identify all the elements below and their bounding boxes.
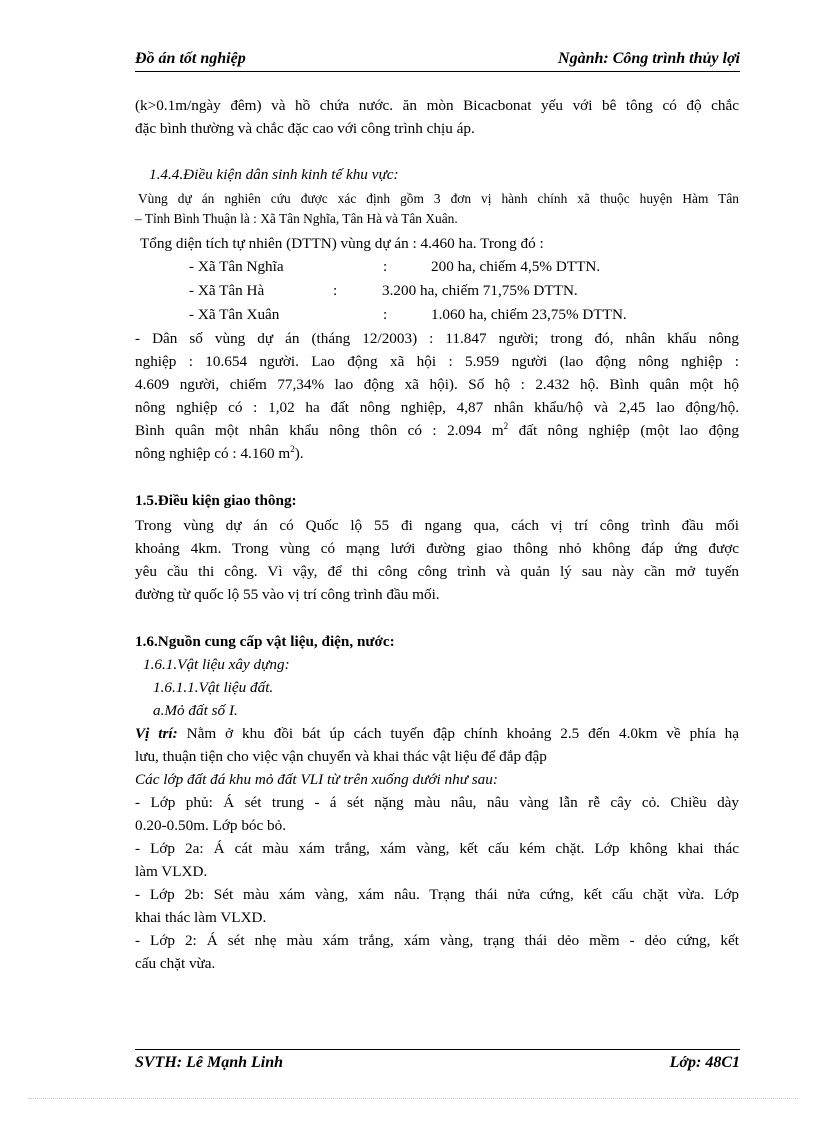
pop-sup: 2 bbox=[503, 420, 509, 431]
population-paragraph bbox=[135, 327, 739, 465]
vitri-label: Vị trí: bbox=[135, 725, 178, 742]
area-table bbox=[135, 255, 739, 327]
area-row bbox=[135, 303, 739, 327]
area-row-colon: : bbox=[333, 282, 338, 299]
sec144-area-intro: Tổng diện tích tự nhiên (DTTN) vùng dự án : 4.460 ha. Trong đó : bbox=[140, 235, 544, 252]
area-row bbox=[135, 279, 739, 303]
area-row-value: 3.200 ha, chiếm 71,75% DTTN. bbox=[382, 282, 578, 299]
section-1-4-4-title: 1.4.4.Điều kiện dân sinh kinh tế khu vực: bbox=[149, 166, 399, 183]
header-rule bbox=[135, 71, 740, 72]
sec15-line: Trong vùng dự án có Quốc lộ 55 đi ngang qua, cách vị trí công trình đầu mối bbox=[135, 517, 739, 534]
layer-line-2: cấu chặt vừa. bbox=[135, 955, 216, 972]
layer-line-1: - Lớp phủ: Á sét trung - á sét nặng màu nâu, nâu vàng lẫn rễ cây cỏ. Chiều dày bbox=[135, 794, 739, 811]
pop-line: 4.609 người, chiếm 77,34% lao động xã hội). Số hộ : 2.432 hộ. Bình quân một hộ bbox=[135, 376, 739, 393]
intro-line-2: đặc bình thường và chắc đặc cao với công trình chịu áp. bbox=[135, 120, 475, 137]
sec15-line: đường từ quốc lộ 55 vào vị trí công trình đầu mối. bbox=[135, 586, 440, 603]
area-row bbox=[135, 255, 739, 279]
layer-line-1: - Lớp 2: Á sét nhẹ màu xám trắng, xám vàng, trạng thái dẻo mềm - dẻo cứng, kết bbox=[135, 932, 739, 949]
layers-title: Các lớp đất đá khu mỏ đất VLI từ trên xuống dưới như sau: bbox=[135, 771, 498, 788]
pop-last-sup: 2 bbox=[290, 443, 295, 454]
area-row-name: - Xã Tân Hà bbox=[189, 282, 265, 299]
pop-line: nghiệp : 10.654 người. Lao động xã hội : 5.959 người (lao động nông nghiệp : bbox=[135, 353, 739, 370]
area-row-colon: : bbox=[383, 258, 388, 275]
section-1-5-title: 1.5.Điều kiện giao thông: bbox=[135, 492, 297, 509]
pop-last-text: nông nghiệp có : 4.160 m bbox=[135, 445, 291, 462]
layer-line-1: - Lớp 2b: Sét màu xám vàng, xám nâu. Trạng thái nửa cứng, kết cấu chặt vừa. Lớp bbox=[135, 886, 739, 903]
footer-rule bbox=[135, 1049, 740, 1050]
header-left: Đồ án tốt nghiệp bbox=[135, 50, 246, 67]
sec15-paragraph bbox=[135, 514, 739, 606]
sec144-para1-line1: Vùng dự án nghiên cứu được xác định gồm 3 đơn vị hành chính xã thuộc huyện Hàm Tân bbox=[138, 191, 739, 206]
pop-line-with-sup bbox=[135, 419, 739, 442]
page-footer bbox=[135, 1054, 740, 1076]
area-row-colon: : bbox=[383, 306, 388, 323]
section-1-6-title: 1.6.Nguồn cung cấp vật liệu, điện, nước: bbox=[135, 633, 395, 650]
vitri-line-2: lưu, thuận tiện cho việc vận chuyển và khai thác vật liệu để đắp đập bbox=[135, 748, 547, 765]
vitri-text: Nằm ở khu đồi bát úp cách tuyến đập chính khoảng 2.5 đến 4.0km về phía hạ bbox=[177, 725, 739, 742]
area-row-value: 200 ha, chiếm 4,5% DTTN. bbox=[431, 258, 601, 275]
pop-last-tail: ). bbox=[294, 445, 304, 462]
intro-line-1: (k>0.1m/ngày đêm) và hồ chứa nước. ăn mòn Bicacbonat yếu với bê tông có độ chắc bbox=[135, 97, 739, 114]
mine-title: a.Mỏ đất số I. bbox=[153, 702, 238, 719]
pop-line-tail: đất nông nghiệp (một lao động bbox=[508, 422, 739, 439]
page-header bbox=[135, 50, 740, 72]
pop-line: nông nghiệp có : 1,02 ha đất nông nghiệp, 4,87 nhân khẩu/hộ và 2,45 lao động/hộ. bbox=[135, 399, 739, 416]
area-row-value: 1.060 ha, chiếm 23,75% DTTN. bbox=[431, 306, 627, 323]
footer-right: Lớp: 48C1 bbox=[669, 1054, 740, 1071]
layer-line-1: - Lớp 2a: Á cát màu xám trắng, xám vàng, kết cấu kém chặt. Lớp không khai thác bbox=[135, 840, 739, 857]
section-1-6-1-1-title: 1.6.1.1.Vật liệu đất. bbox=[153, 679, 274, 696]
vitri-line-1 bbox=[135, 722, 739, 745]
layer-line-2: 0.20-0.50m. Lớp bóc bỏ. bbox=[135, 817, 287, 834]
intro-paragraph bbox=[135, 94, 739, 140]
section-1-6-1-title: 1.6.1.Vật liệu xây dựng: bbox=[143, 656, 290, 673]
pop-line-text: Bình quân một nhân khẩu nông thôn có : 2.094 m bbox=[135, 422, 504, 439]
layer-line-2: làm VLXD. bbox=[135, 863, 208, 880]
pop-line: - Dân số vùng dự án (tháng 12/2003) : 11.847 người; trong đó, nhân khẩu nông bbox=[135, 330, 739, 347]
page-break-line bbox=[28, 1098, 798, 1099]
header-right: Ngành: Công trình thủy lợi bbox=[558, 50, 740, 67]
layer-line-2: khai thác làm VLXD. bbox=[135, 909, 267, 926]
page-body bbox=[135, 94, 739, 975]
area-row-name: - Xã Tân Xuân bbox=[189, 306, 280, 323]
pop-last-line bbox=[135, 442, 739, 465]
sec144-para1-line2: – Tỉnh Bình Thuận là : Xã Tân Nghĩa, Tân Hà và Tân Xuân. bbox=[135, 211, 458, 226]
sec15-line: yêu cầu thi công. Vì vậy, để thi công công trình và quản lý sau này cần mở tuyến bbox=[135, 563, 739, 580]
area-row-name: - Xã Tân Nghĩa bbox=[189, 258, 284, 275]
footer-left: SVTH: Lê Mạnh Linh bbox=[135, 1054, 284, 1071]
sec15-line: khoảng 4km. Trong vùng có mạng lưới đường giao thông nhỏ không đáp ứng được bbox=[135, 540, 739, 557]
